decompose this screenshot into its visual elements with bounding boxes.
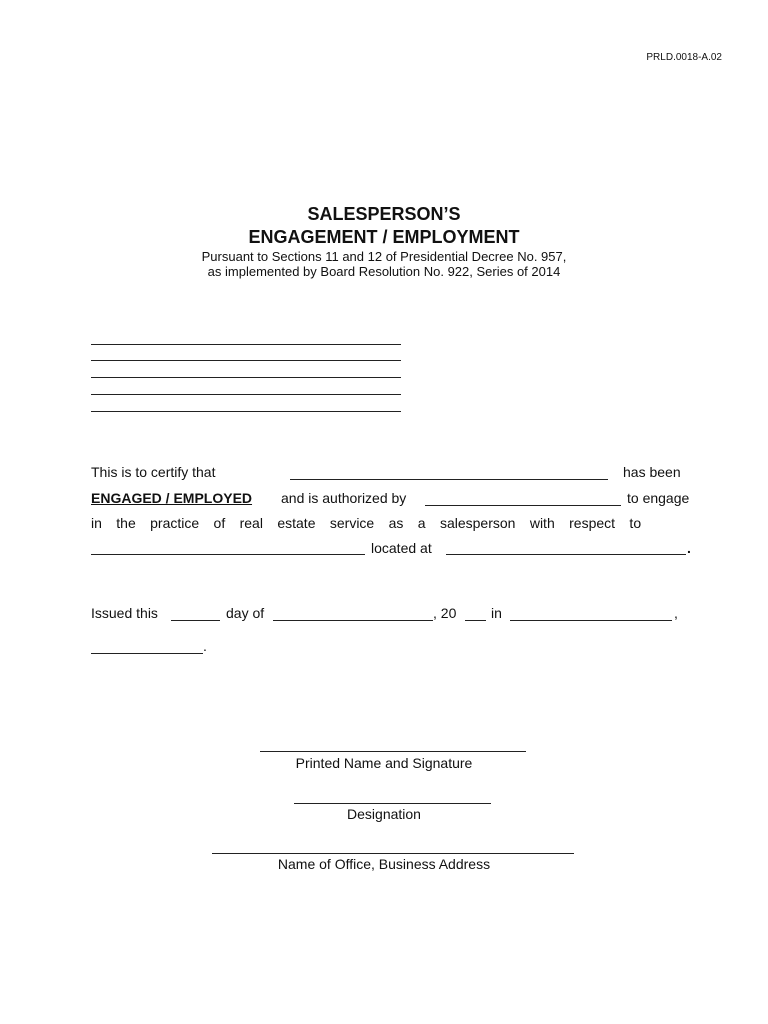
salesperson-name-blank[interactable] bbox=[290, 479, 608, 480]
authorizer-blank[interactable] bbox=[425, 505, 621, 506]
year-blank[interactable] bbox=[465, 620, 486, 621]
to-engage-text: to engage bbox=[627, 490, 690, 506]
office-line[interactable] bbox=[212, 853, 574, 854]
place-continuation-blank[interactable] bbox=[91, 653, 203, 654]
document-title-line1: SALESPERSON’S bbox=[307, 204, 461, 224]
document-title-line2: ENGAGEMENT / EMPLOYMENT bbox=[248, 227, 520, 247]
month-blank[interactable] bbox=[273, 620, 433, 621]
location-blank[interactable] bbox=[446, 554, 686, 555]
day-of-text: day of bbox=[226, 605, 265, 621]
location-period: . bbox=[687, 540, 691, 556]
in-text: in bbox=[491, 605, 502, 621]
project-blank[interactable] bbox=[91, 554, 365, 555]
address-line[interactable] bbox=[91, 377, 401, 378]
designation-line[interactable] bbox=[294, 803, 491, 804]
address-line[interactable] bbox=[91, 411, 401, 412]
address-line[interactable] bbox=[91, 360, 401, 361]
issued-this-text: Issued this bbox=[91, 605, 158, 621]
engaged-employed-label: ENGAGED / EMPLOYED bbox=[91, 490, 253, 506]
office-label: Name of Office, Business Address bbox=[277, 856, 491, 872]
authorized-by-text: and is authorized by bbox=[281, 490, 407, 506]
issued-comma: , bbox=[674, 605, 678, 621]
document-subtitle-line1: Pursuant to Sections 11 and 12 of Presidential Decree No. 957, bbox=[201, 249, 567, 264]
designation-label: Designation bbox=[347, 806, 421, 822]
located-at-text: located at bbox=[371, 540, 432, 556]
place-blank[interactable] bbox=[510, 620, 672, 621]
form-code: PRLD.0018-A.02 bbox=[646, 52, 722, 63]
certify-intro: This is to certify that bbox=[91, 464, 216, 480]
printed-name-label: Printed Name and Signature bbox=[295, 755, 473, 771]
address-line[interactable] bbox=[91, 344, 401, 345]
document-subtitle-line2: as implemented by Board Resolution No. 922, Series of 2014 bbox=[207, 264, 561, 279]
practice-text: in the practice of real estate service as a salesperson with respect to bbox=[91, 515, 642, 531]
year-prefix-text: , 20 bbox=[433, 605, 457, 621]
issued-period: . bbox=[203, 638, 207, 654]
certify-has-been: has been bbox=[623, 464, 681, 480]
address-line[interactable] bbox=[91, 394, 401, 395]
signature-line[interactable] bbox=[260, 751, 526, 752]
day-blank[interactable] bbox=[171, 620, 220, 621]
